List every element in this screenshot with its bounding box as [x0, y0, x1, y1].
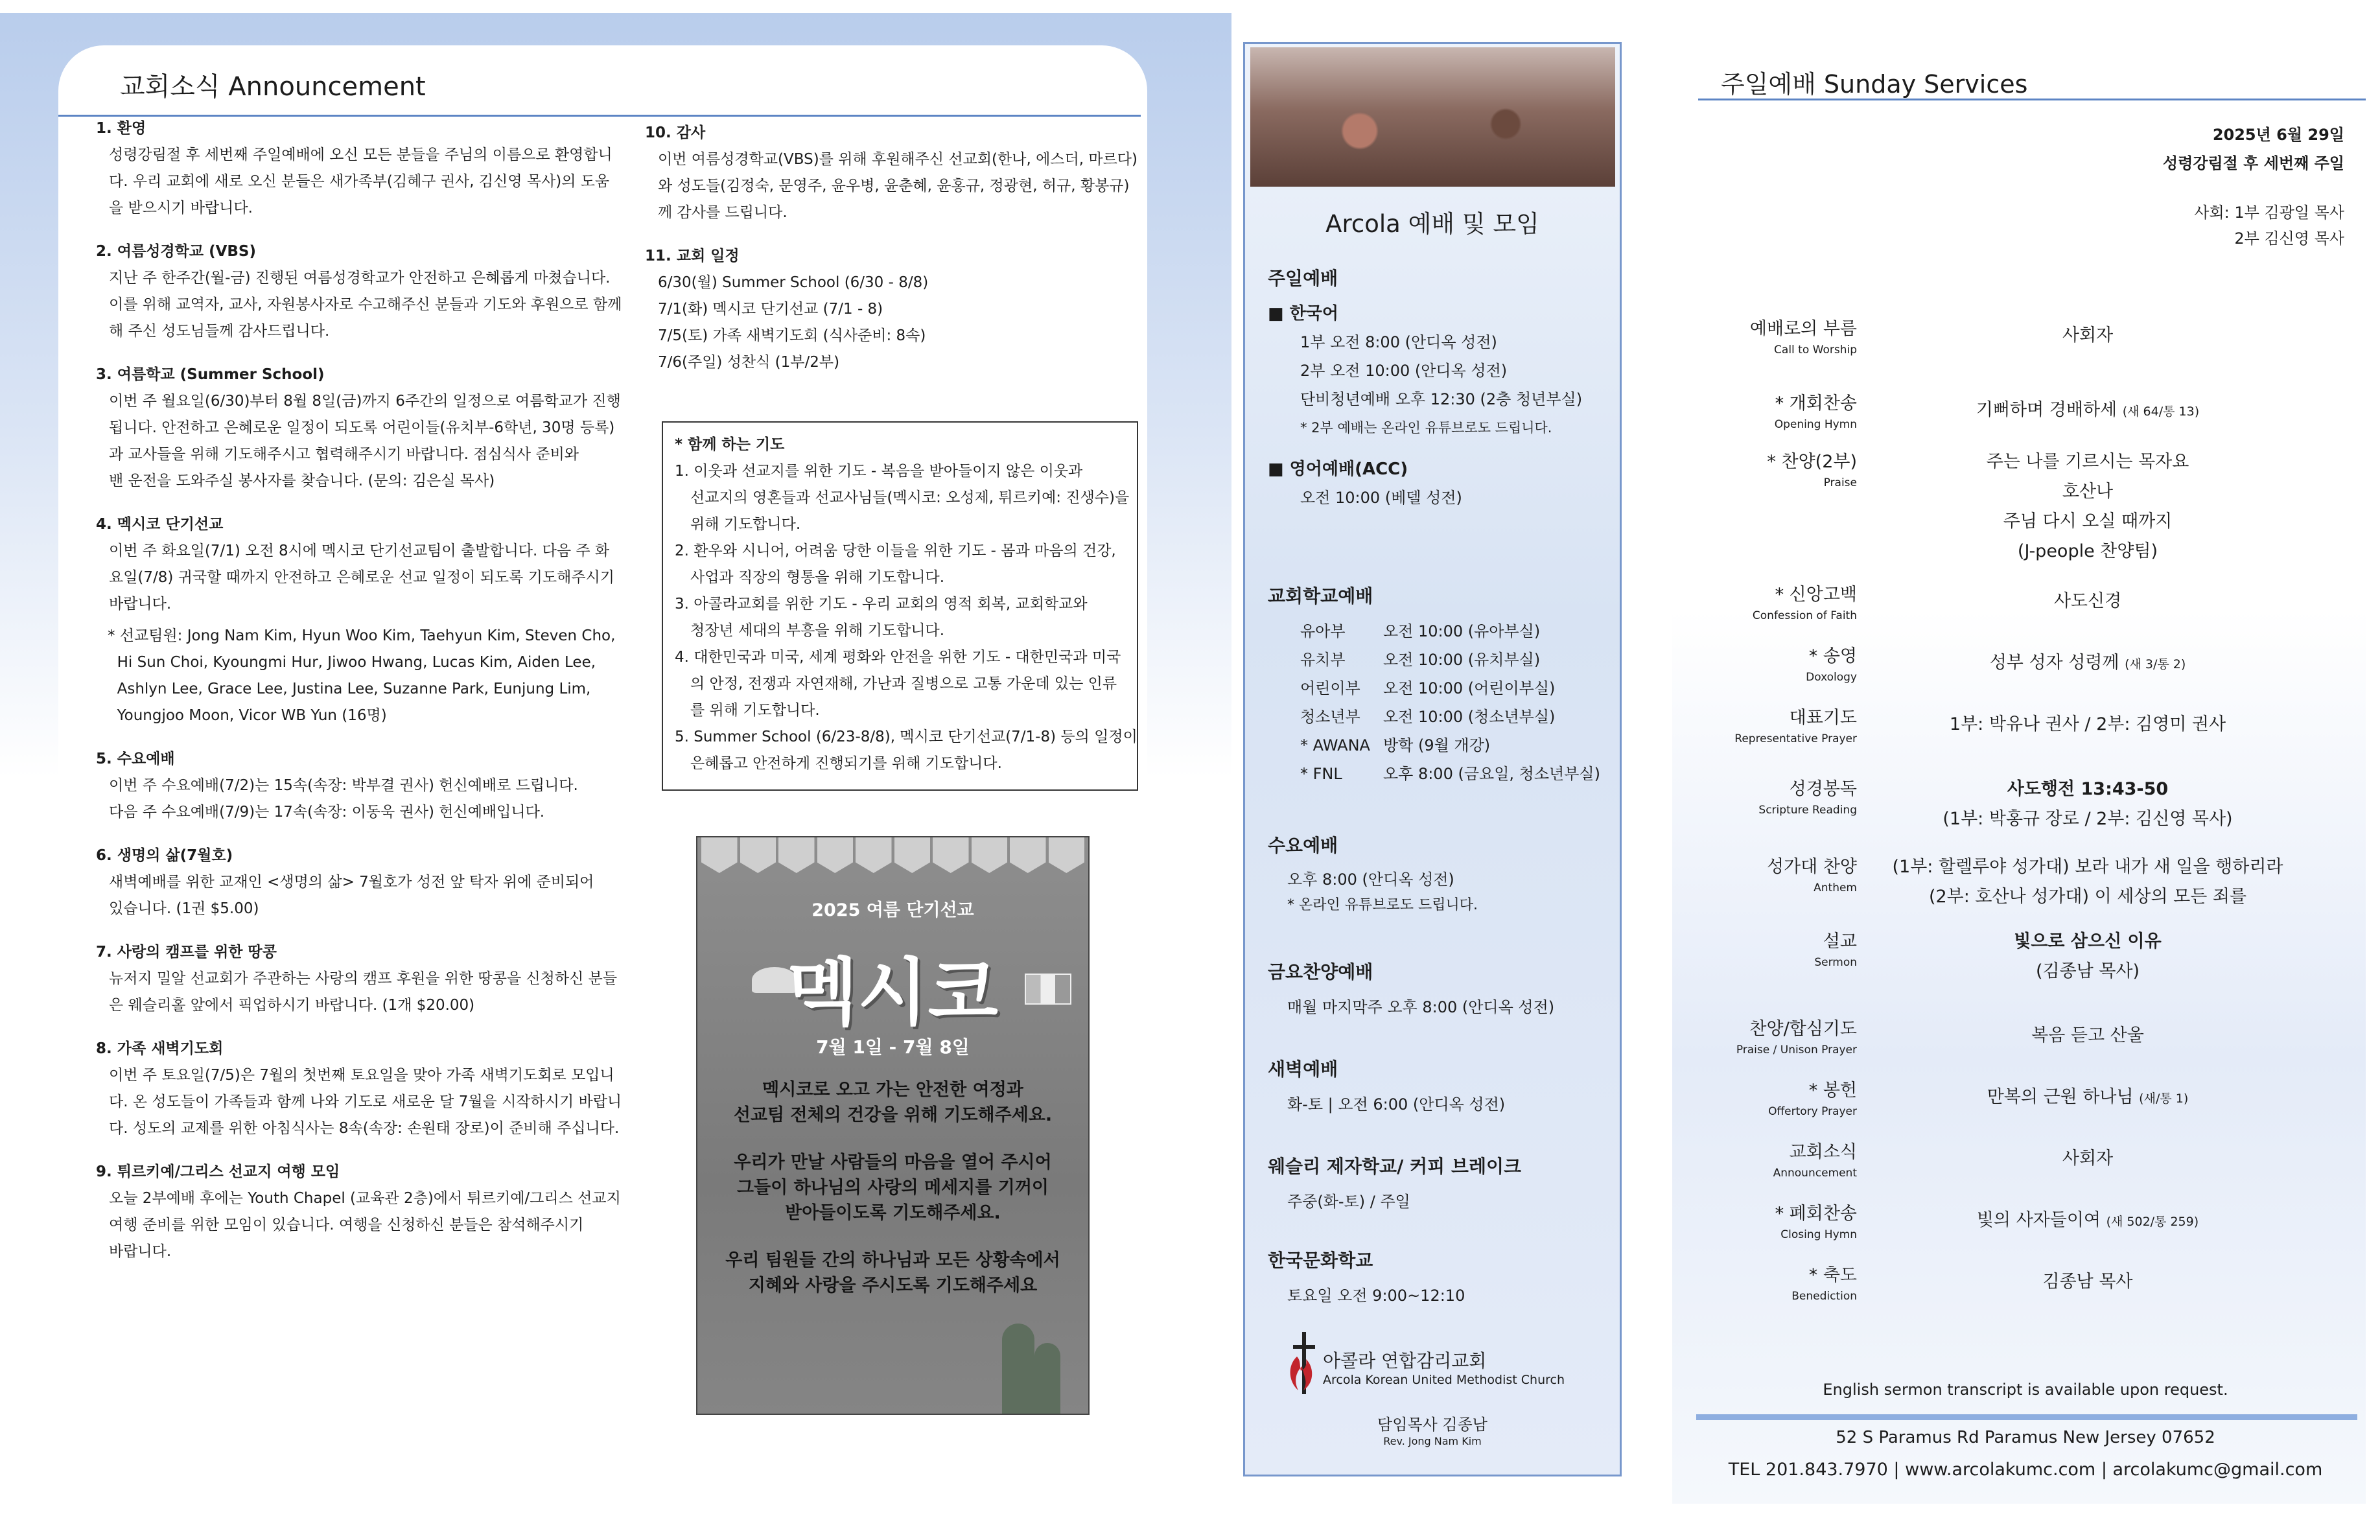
services-title: 주일예배 Sunday Services — [1721, 70, 2028, 99]
service-line: 오후 8:00 (안디옥 성전) — [1287, 870, 1454, 889]
service-label — [1698, 314, 1857, 356]
service-date: 2025년 6월 29일 — [2212, 126, 2344, 144]
thanks-title: 10. 감사 — [645, 124, 706, 141]
service-value-line — [1857, 321, 2318, 351]
announcement-line: 여행 준비를 위한 모임이 있습니다. 여행을 신청하신 분들은 참석해주시기 — [109, 1217, 584, 1233]
announcement-line: 지난 주 한주간(월-금) 진행된 여름성경학교가 안전하고 은혜롭게 마쳤습니다. — [109, 270, 611, 286]
service-label-english: Scripture Reading — [1758, 804, 1857, 817]
service-value — [1857, 447, 2318, 566]
church-address: 52 S Paramus Rd Paramus New Jersey 07652 — [1836, 1428, 2215, 1447]
service-label — [1698, 1076, 1857, 1118]
announcement-item-title: 2. 여름성경학교 (VBS) — [96, 243, 256, 260]
service-value-line — [1857, 447, 2318, 477]
announcement-item-title: 1. 환영 — [96, 120, 146, 137]
mexico-mission-poster — [696, 836, 1090, 1415]
service-value — [1857, 1082, 2318, 1114]
service-label-english: Benediction — [1791, 1290, 1857, 1303]
announcement-line: 을 받으시기 바랍니다. — [109, 200, 253, 216]
service-label-english: Closing Hymn — [1780, 1228, 1857, 1241]
service-value-text: (2부: 호산나 성가대) 이 세상의 모든 죄를 — [1928, 887, 2247, 907]
church-name-korean: 아콜라 연합감리교회 — [1323, 1350, 1487, 1371]
announcement-line: 해 주신 성도님들께 감사드립니다. — [109, 323, 330, 340]
poster-message-line: 우리가 만날 사람들의 마음을 열어 주시어 — [734, 1152, 1052, 1172]
poster-message — [697, 1077, 1088, 1128]
service-value-text: (김종남 목사) — [2035, 961, 2140, 981]
mexico-flag-icon — [1025, 974, 1071, 1005]
service-label-korean: * 송영 — [1808, 646, 1857, 666]
announcement-line: 바랍니다. — [109, 596, 172, 612]
service-value-line — [1857, 395, 2318, 426]
poster-message-line: 선교팀 전체의 건강을 위해 기도해주세요. — [733, 1105, 1053, 1125]
dawn-section — [1268, 1055, 1505, 1119]
announcement-line: 오늘 2부예배 후에는 Youth Chapel (교육관 2층)에서 튀르키예/그리스 선교지 — [109, 1190, 621, 1207]
friday-section — [1268, 958, 1554, 1021]
english-service-label: ■ 영어예배(ACC) — [1268, 460, 1408, 479]
announcement-line: 요일(7/8) 귀국할 때까지 안전하고 은혜로운 선교 일정이 되도록 기도해주시기 — [109, 569, 614, 586]
cactus-icon — [1002, 1324, 1034, 1415]
service-value — [1857, 710, 2318, 740]
announcement-line: 다음 주 수요예배(7/9)는 17속(속장: 이동욱 권사) 헌신예배입니다. — [109, 804, 545, 821]
service-label-korean: * 봉헌 — [1808, 1080, 1857, 1101]
service-value-text: 빛으로 삼으신 이유 — [2014, 931, 2162, 951]
announcement-line: 이번 주 화요일(7/1) 오전 8시에 멕시코 단기선교팀이 출발합니다. 다음 주 화 — [109, 542, 610, 559]
service-line: 화-토 | 오전 6:00 (안디옥 성전) — [1287, 1095, 1506, 1114]
section-heading: 새벽예배 — [1268, 1058, 1338, 1080]
service-label-korean: * 축도 — [1808, 1265, 1857, 1285]
service-value-line — [1857, 1021, 2318, 1051]
poster-message-line: 우리 팀원들 간의 하나님과 모든 상황속에서 — [725, 1250, 1060, 1270]
school-time: 오전 10:00 (청소년부실) — [1382, 708, 1556, 726]
school-time: 방학 (9월 개강) — [1382, 736, 1491, 754]
senior-pastor-korean: 담임목사 김종남 — [1377, 1416, 1488, 1434]
announcement-line: 이번 주 토요일(7/5)은 7월의 첫번째 토요일을 맞아 가족 새벽기도회로 모입니 — [109, 1067, 614, 1084]
poster-message-line: 그들이 하나님의 사랑의 메세지를 기꺼이 — [737, 1178, 1049, 1198]
announcement-item — [96, 239, 622, 345]
mission-team-line: Hi Sun Choi, Kyoungmi Hur, Jiwoo Hwang, Lucas Kim, Aiden Lee, — [108, 654, 596, 671]
poster-subtitle: 2025 여름 단기선교 — [811, 900, 974, 920]
service-label — [1698, 1199, 1857, 1241]
service-label-korean: * 찬양(2부) — [1767, 452, 1857, 472]
service-value — [1857, 852, 2318, 912]
wesley-section — [1268, 1152, 1521, 1216]
service-line: 토요일 오전 9:00~12:10 — [1287, 1287, 1465, 1305]
school-dept: 유치부 — [1300, 651, 1346, 669]
congregation-photo — [1250, 47, 1615, 187]
section-heading: 웨슬리 제자학교/ 커피 브레이크 — [1268, 1156, 1522, 1177]
service-label-english: Confession of Faith — [1752, 609, 1857, 622]
announcement-line: 밴 운전을 도와주실 봉사자를 찾습니다. (문의: 김은실 목사) — [109, 472, 495, 489]
service-value-text: 사도행전 13:43-50 — [2007, 779, 2169, 799]
service-label-korean: * 개회찬송 — [1775, 393, 1857, 414]
service-value-text: 사도신경 — [2053, 591, 2122, 611]
service-value-text: 빛의 사자들이여 — [1976, 1210, 2101, 1230]
poster-dates: 7월 1일 - 7월 8일 — [816, 1036, 970, 1058]
papel-picado-banner — [697, 837, 1088, 876]
service-value-text: 만복의 근원 하나님 — [1987, 1087, 2134, 1107]
service-label-english: Sermon — [1814, 956, 1857, 969]
thanks-line: 이번 여름성경학교(VBS)를 위해 후원해주신 선교회(한나, 에스더, 마르다) — [658, 151, 1138, 168]
poster-message-line: 멕시코로 오고 가는 안전한 여정과 — [762, 1080, 1023, 1100]
service-label — [1698, 703, 1857, 745]
church-school-row — [1300, 703, 1613, 731]
prayer-line: 2. 환우와 시니어, 어려움 당한 이들을 위한 기도 - 몸과 마음의 건강, — [675, 542, 1116, 559]
service-label-english: Praise — [1823, 476, 1857, 489]
church-school-row — [1300, 674, 1613, 703]
service-value-text: 호산나 — [2062, 482, 2114, 502]
service-value — [1857, 1267, 2318, 1297]
service-line: 2부 오전 10:00 (안디옥 성전) — [1300, 362, 1508, 380]
announcement-item-title: 6. 생명의 삶(7월호) — [96, 847, 233, 864]
service-value-line — [1857, 648, 2318, 679]
service-value-text: (1부: 할렐루야 성가대) 보라 내가 새 일을 행하리라 — [1892, 857, 2283, 877]
service-note: * 2부 예배는 온라인 유튜브로도 드립니다. — [1300, 420, 1552, 436]
service-line: 주중(화-토) / 주일 — [1287, 1193, 1410, 1211]
culture-school-section — [1268, 1246, 1465, 1310]
hymn-number: (새/통 1) — [2139, 1091, 2189, 1106]
prayer-line: 사업과 직장의 형통을 위해 기도합니다. — [690, 569, 945, 586]
announcement-item — [96, 843, 622, 922]
transcript-note: English sermon transcript is available upon request. — [1823, 1381, 2228, 1399]
service-value — [1857, 1144, 2318, 1174]
schedule-panel-title: Arcola 예배 및 모임 — [1325, 210, 1539, 238]
announcement-item-title: 8. 가족 새벽기도회 — [96, 1040, 224, 1057]
school-dept: * FNL — [1300, 765, 1342, 783]
schedule-title: 11. 교회 일정 — [645, 248, 740, 264]
service-label — [1698, 389, 1857, 431]
services-header — [1698, 62, 2366, 100]
service-label — [1698, 1014, 1857, 1056]
service-label — [1698, 775, 1857, 817]
service-value-text: 김종남 목사 — [2042, 1272, 2133, 1292]
announcement-line: 성령강림절 후 세번째 주일예배에 오신 모든 분들을 주님의 이름으로 환영합니 — [109, 146, 612, 163]
service-label-english: Call to Worship — [1774, 344, 1857, 356]
prayer-line: 를 위해 기도합니다. — [690, 702, 820, 719]
announcement-item — [96, 939, 622, 1019]
service-label-korean: 설교 — [1823, 931, 1857, 951]
service-value-line — [1857, 587, 2318, 616]
church-school-row — [1300, 617, 1613, 646]
section-heading: 수요예배 — [1268, 835, 1338, 856]
korean-service-label: ■ 한국어 — [1268, 304, 1338, 323]
footer-divider — [1696, 1414, 2357, 1420]
service-label — [1698, 1261, 1857, 1303]
service-value — [1857, 648, 2318, 679]
announcement-item-title: 4. 멕시코 단기선교 — [96, 516, 224, 533]
announcement-item-title: 9. 튀르키예/그리스 선교지 여행 모임 — [96, 1163, 340, 1180]
service-value-text: 주는 나를 기르시는 목자요 — [1986, 452, 2189, 472]
liturgical-day: 성령강림절 후 세번째 주일 — [2162, 154, 2344, 172]
service-value — [1857, 1206, 2318, 1237]
service-value-line — [1857, 1082, 2318, 1114]
service-value-text: 성부 성자 성령께 — [1989, 653, 2119, 673]
school-dept: 어린이부 — [1300, 679, 1360, 697]
announcement-item — [96, 362, 622, 495]
announcement-line: 이를 위해 교역자, 교사, 자원봉사자로 수고해주신 분들과 기도와 후원으로 함께 — [109, 296, 622, 313]
announcement-line: 다. 온 성도들이 가족들과 함께 나와 기도로 새로운 달 7월을 시작하시기 바랍니 — [109, 1093, 622, 1110]
announcement-list-right — [645, 120, 1138, 393]
school-dept: 청소년부 — [1300, 708, 1360, 726]
prayer-box — [662, 421, 1138, 791]
service-label-english: Representative Prayer — [1734, 732, 1857, 745]
announcement-item — [96, 1159, 622, 1265]
service-value — [1857, 587, 2318, 616]
prayer-line: 위해 기도합니다. — [690, 516, 801, 533]
service-label — [1698, 1138, 1857, 1180]
service-value-text: (J-people 찬양팀) — [2017, 541, 2158, 561]
service-value-text: 1부: 박유나 권사 / 2부: 김영미 권사 — [1949, 714, 2226, 734]
poster-message-line: 지혜와 사랑을 주시도록 기도해주세요 — [748, 1276, 1038, 1296]
service-label-english: Opening Hymn — [1774, 418, 1857, 431]
prayer-line: 3. 아콜라교회를 위한 기도 - 우리 교회의 영적 회복, 교회학교와 — [675, 596, 1088, 612]
service-value — [1857, 927, 2318, 986]
service-label-korean: * 폐회찬송 — [1775, 1204, 1857, 1224]
service-line: 오전 10:00 (베델 성전) — [1300, 489, 1462, 507]
service-label — [1698, 580, 1857, 622]
service-label-english: Offertory Prayer — [1768, 1105, 1857, 1118]
announcement-header — [58, 45, 1141, 117]
section-heading: 한국문화학교 — [1268, 1250, 1373, 1271]
service-label-english: Praise / Unison Prayer — [1736, 1044, 1857, 1056]
church-school-table — [1300, 617, 1613, 788]
hymn-number: (새 64/통 13) — [2122, 404, 2200, 419]
schedule-line: 7/1(화) 멕시코 단기선교 (7/1 - 8) — [658, 301, 883, 318]
poster-messages — [697, 1077, 1088, 1320]
service-host-1: 사회: 1부 김광일 목사 — [2194, 204, 2344, 222]
service-value-line — [1857, 957, 2318, 986]
service-value-line — [1857, 710, 2318, 740]
prayer-line: 은혜롭고 안전하게 진행되기를 위해 기도합니다. — [690, 755, 1002, 772]
announcement-line: 뉴저지 밀알 선교회가 주관하는 사랑의 캠프 후원을 위한 땅콩을 신청하신 분들 — [109, 970, 618, 987]
service-value-line — [1857, 804, 2318, 834]
announcement-item-title: 3. 여름학교 (Summer School) — [96, 366, 325, 383]
service-value-text: 기뻐하며 경배하세 — [1976, 400, 2118, 420]
announcement-list-left — [96, 115, 622, 1282]
wednesday-section — [1268, 832, 1478, 918]
worship-schedule-panel — [1243, 42, 1622, 1476]
service-label — [1698, 447, 1857, 489]
announcement-item-title: 7. 사랑의 캠프를 위한 땅콩 — [96, 944, 277, 961]
announcement-line: 이번 주 수요예배(7/2)는 15속(속장: 박부결 권사) 헌신예배로 드립니다. — [109, 777, 578, 794]
schedule-line: 7/6(주일) 성찬식 (1부/2부) — [658, 354, 840, 371]
mission-team-line: Youngjoo Moon, Vicor WB Yun (16명) — [108, 707, 387, 724]
church-school-section — [1268, 582, 1613, 788]
section-heading: 주일예배 — [1268, 268, 1338, 289]
school-time: 오전 10:00 (어린이부실) — [1382, 679, 1556, 697]
announcement-line: 다. 우리 교회에 새로 오신 분들은 새가족부(김혜구 권사, 김신영 목사)의 도움 — [109, 173, 610, 190]
thanks-item — [645, 120, 1138, 226]
service-value-line — [1857, 537, 2318, 566]
service-value-text: 사회자 — [2062, 325, 2114, 345]
service-value-line — [1857, 477, 2318, 507]
service-value-line — [1857, 1144, 2318, 1174]
school-time: 오전 10:00 (유치부실) — [1382, 651, 1541, 669]
service-line: 단비청년예배 오후 12:30 (2층 청년부실) — [1300, 390, 1583, 408]
church-school-row — [1300, 646, 1613, 674]
service-line: 매월 마지막주 오후 8:00 (안디옥 성전) — [1287, 998, 1555, 1016]
service-value-line — [1857, 927, 2318, 957]
schedule-line: 6/30(월) Summer School (6/30 - 8/8) — [658, 274, 929, 291]
announcement-item — [96, 115, 622, 222]
service-value — [1857, 395, 2318, 426]
service-note: * 온라인 유튜브로도 드립니다. — [1287, 897, 1478, 913]
hymn-number: (새 3/통 2) — [2125, 657, 2186, 671]
service-label-korean: * 신앙고백 — [1775, 585, 1857, 605]
senior-pastor-english: Rev. Jong Nam Kim — [1383, 1435, 1482, 1447]
section-heading: 교회학교예배 — [1268, 585, 1373, 607]
church-school-row — [1300, 760, 1613, 788]
service-value — [1857, 1021, 2318, 1051]
service-label — [1698, 852, 1857, 894]
thanks-line: 께 감사를 드립니다. — [658, 204, 788, 221]
service-value-text: 주님 다시 오실 때까지 — [2003, 511, 2173, 531]
prayer-line: 1. 이웃과 선교지를 위한 기도 - 복음을 받아들이지 않은 이웃과 — [675, 463, 1083, 480]
service-value-text: 사회자 — [2062, 1149, 2114, 1169]
church-school-row — [1300, 731, 1613, 760]
schedule-item — [645, 243, 1138, 376]
school-time: 오후 8:00 (금요일, 청소년부실) — [1382, 765, 1600, 783]
poster-message-line: 받아들이도록 기도해주세요. — [785, 1203, 1001, 1223]
announcement-item — [96, 1036, 622, 1142]
service-label-english: Doxology — [1806, 671, 1857, 684]
service-line: 1부 오전 8:00 (안디옥 성전) — [1300, 333, 1497, 351]
announcement-line: 됩니다. 안전하고 은혜로운 일정이 되도록 어린이들(유치부-6학년, 30명 등록) — [109, 419, 615, 436]
service-label-korean: 예배로의 부름 — [1749, 319, 1857, 339]
service-value-text: 복음 듣고 산울 — [2031, 1025, 2144, 1045]
service-value-line — [1857, 1206, 2318, 1237]
service-label-korean: 교회소식 — [1789, 1142, 1857, 1162]
school-time: 오전 10:00 (유아부실) — [1382, 622, 1541, 640]
prayer-line: 의 안정, 전쟁과 자연재해, 가난과 질병으로 고통 가운데 있는 인류 — [690, 675, 1117, 692]
cross-flame-logo-icon — [1284, 1331, 1323, 1395]
mission-team-line: Ashlyn Lee, Grace Lee, Justina Lee, Suzanne Park, Eunjung Lim, — [108, 681, 591, 697]
prayer-line: 선교지의 영혼들과 선교사님들(멕시코: 오성제, 튀르키예: 진생수)을 — [690, 489, 1130, 506]
service-label — [1698, 642, 1857, 684]
announcement-line: 은 웨슬리홀 앞에서 픽업하시기 바랍니다. (1개 $20.00) — [109, 997, 475, 1014]
hymn-number: (새 502/통 259) — [2106, 1215, 2199, 1229]
service-value-line — [1857, 1267, 2318, 1297]
announcement-line: 이번 주 월요일(6/30)부터 8월 8일(금)까지 6주간의 일정으로 여름학교가 진행 — [109, 393, 621, 410]
service-label-korean: 성경봉독 — [1789, 779, 1857, 799]
prayer-line: 4. 대한민국과 미국, 세계 평화와 안전을 위한 기도 - 대한민국과 미국 — [675, 649, 1121, 666]
service-label-korean: 성가대 찬양 — [1767, 857, 1857, 877]
announcement-item — [96, 746, 622, 826]
poster-message — [697, 1150, 1088, 1226]
service-value — [1857, 775, 2318, 834]
service-label-english: Anthem — [1814, 881, 1857, 894]
announcement-title: 교회소식 Announcement — [120, 72, 426, 102]
service-label — [1698, 927, 1857, 969]
announcement-item-title: 5. 수요예배 — [96, 751, 175, 767]
announcement-item — [96, 511, 622, 729]
poster-message — [697, 1248, 1088, 1298]
service-value-line — [1857, 852, 2318, 882]
section-heading: 금요찬양예배 — [1268, 961, 1373, 983]
service-value-text: (1부: 박홍규 장로 / 2부: 김신영 목사) — [1942, 809, 2233, 829]
service-value-line — [1857, 775, 2318, 804]
service-label-korean: 찬양/합심기도 — [1749, 1019, 1857, 1039]
church-contact: TEL 201.843.7970 | www.arcolakumc.com | arcolakumc@gmail.com — [1728, 1460, 2323, 1480]
service-value-line — [1857, 882, 2318, 912]
service-label-korean: 대표기도 — [1789, 708, 1857, 728]
mission-team-list — [96, 623, 622, 729]
cactus-icon — [1034, 1343, 1060, 1415]
announcement-line: 새벽예배를 위한 교재인 <생명의 삶> 7월호가 성전 앞 탁자 위에 준비되어 — [109, 874, 594, 891]
prayer-line: 청장년 세대의 부흥을 위해 기도합니다. — [690, 622, 945, 639]
schedule-line: 7/5(토) 가족 새벽기도회 (식사준비: 8속) — [658, 327, 926, 344]
service-value — [1857, 321, 2318, 351]
prayer-title: * 함께 하는 기도 — [675, 436, 785, 453]
poster-title: 멕시코 — [788, 951, 998, 1035]
announcement-line: 다. 성도의 교제를 위한 아침식사는 8속(속장: 손원태 장로)이 준비해 주십니다. — [109, 1120, 620, 1137]
prayer-line: 5. Summer School (6/23-8/8), 멕시코 단기선교(7/1-8) 등의 일정이 — [675, 729, 1138, 745]
sunday-worship-section — [1268, 264, 1582, 512]
announcement-line: 바랍니다. — [109, 1243, 172, 1260]
service-host-2: 2부 김신영 목사 — [2234, 229, 2344, 248]
prayer-list — [675, 458, 1138, 777]
mission-team-line: * 선교팀원: Jong Nam Kim, Hyun Woo Kim, Taehyun Kim, Steven Cho, — [108, 627, 616, 644]
thanks-line: 와 성도들(김정숙, 문영주, 윤우병, 윤춘혜, 윤홍규, 정광현, 허규, 황봉규) — [658, 178, 1130, 194]
announcement-line: 과 교사들을 위해 기도해주시고 협력해주시기 바랍니다. 점심식사 준비와 — [109, 446, 579, 463]
service-value-line — [1857, 507, 2318, 537]
school-dept: * AWANA — [1300, 736, 1370, 754]
service-label-english: Announcement — [1773, 1167, 1857, 1180]
school-dept: 유아부 — [1300, 622, 1346, 640]
announcement-line: 있습니다. (1권 $5.00) — [109, 900, 259, 917]
church-name-english: Arcola Korean United Methodist Church — [1323, 1373, 1565, 1387]
